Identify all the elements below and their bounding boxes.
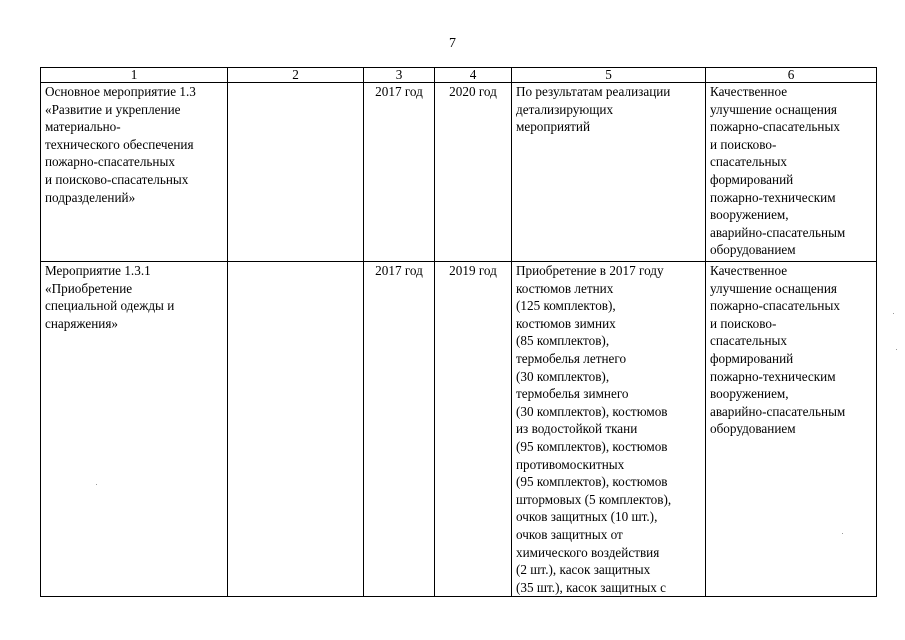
column-header-4: 4	[435, 68, 512, 83]
start-year-cell: 2017 год	[364, 262, 435, 597]
table-header-row	[41, 68, 877, 83]
table-row	[41, 83, 877, 262]
table-row	[41, 262, 877, 597]
measure-name-cell: Мероприятие 1.3.1 «Приобретение специальной одежды и снаряжения»	[41, 262, 228, 597]
expected-result-cell: Качественное улучшение оснащения пожарно-спасательных и поисково- спасательных формирований пожарно-техническим вооружением, аварийно-спасательным оборудованием	[706, 83, 877, 262]
measures-table	[40, 67, 877, 597]
scan-speck	[893, 313, 894, 314]
expected-result-cell: Качественное улучшение оснащения пожарно-спасательных и поисково- спасательных формирований пожарно-техническим вооружением, аварийно-спасательным оборудованием	[706, 262, 877, 597]
scan-speck	[96, 484, 97, 485]
page-number: 7	[449, 36, 456, 51]
direct-result-cell: По результатам реализации детализирующих мероприятий	[512, 83, 706, 262]
column-header-3: 3	[364, 68, 435, 83]
column-header-6: 6	[706, 68, 877, 83]
scan-speck	[896, 349, 897, 350]
start-year-cell: 2017 год	[364, 83, 435, 262]
column-header-1: 1	[41, 68, 228, 83]
end-year-cell: 2020 год	[435, 83, 512, 262]
measure-name-cell: Основное мероприятие 1.3 «Развитие и укрепление материально- технического обеспечения пожарно-спасательных и поисково-спасательных подразделений»	[41, 83, 228, 262]
end-year-cell: 2019 год	[435, 262, 512, 597]
executor-cell	[228, 83, 364, 262]
column-header-5: 5	[512, 68, 706, 83]
direct-result-cell: Приобретение в 2017 году костюмов летних (125 комплектов), костюмов зимних (85 комплектов), термобелья летнего (30 комплектов), термобелья зимнего (30 комплектов), костюмов из водостойкой ткани (95 комплектов), костюмов противомоскитных (95 комплектов), костюмов штормовых (5 комплектов), очков защитных (10 шт.), очков защитных от химического воздействия (2 шт.), касок защитных (35 шт.), касок защитных с	[512, 262, 706, 597]
column-header-2: 2	[228, 68, 364, 83]
scan-speck	[842, 533, 843, 534]
executor-cell	[228, 262, 364, 597]
